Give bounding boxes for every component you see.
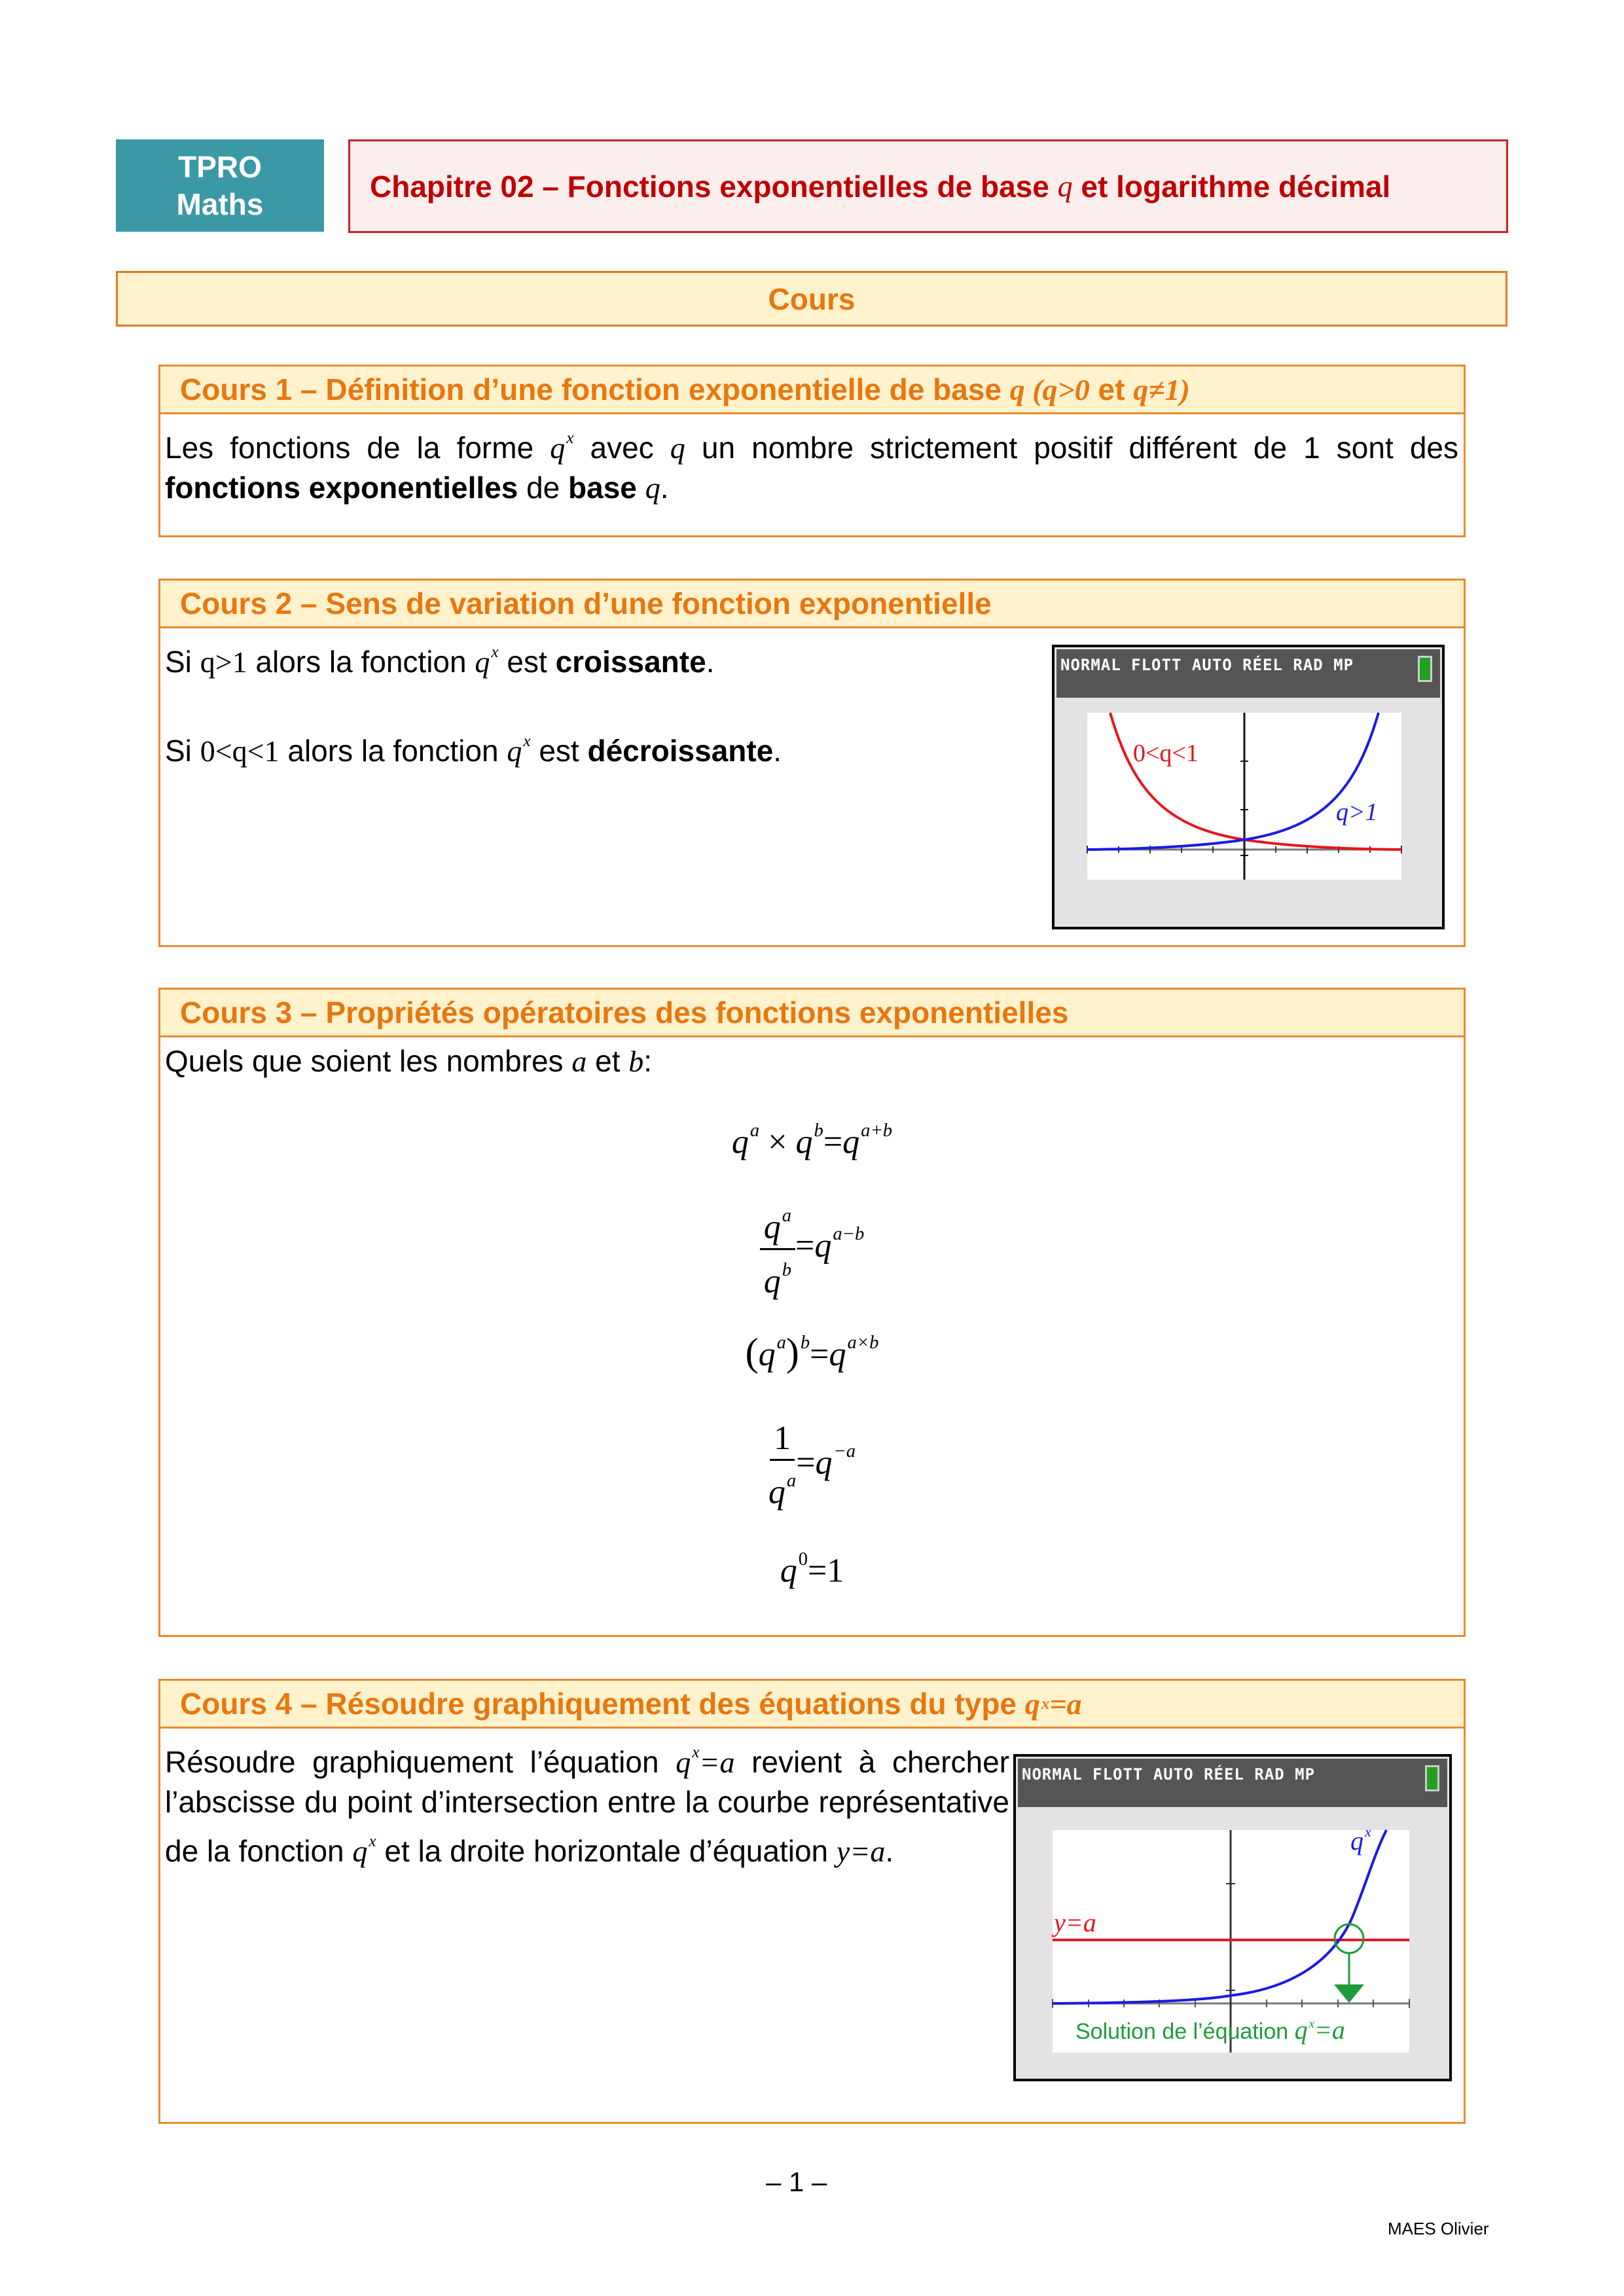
math: =a	[699, 1745, 735, 1779]
label-increasing: q>1	[1336, 798, 1378, 826]
body-text: .	[773, 733, 782, 768]
body-text: et	[586, 1044, 629, 1078]
bold-term: base	[568, 470, 637, 505]
exponent: x	[523, 731, 531, 750]
body-text: de	[518, 470, 569, 505]
title-math: q (q>0	[1009, 372, 1090, 406]
body-text: et la droite horizontale d’équation	[376, 1833, 837, 1868]
body-text: .	[706, 644, 715, 679]
battery-icon	[1425, 1765, 1439, 1791]
bold-term: croissante	[555, 644, 706, 679]
body-text: Les fonctions de la forme	[165, 430, 550, 465]
math: q	[550, 431, 566, 465]
formula-product: $q^a \times q^b=q^{a+b}$	[731, 1121, 893, 1161]
exponent: x	[491, 643, 499, 661]
course-badge	[116, 139, 324, 232]
exponent: x	[566, 429, 574, 447]
calculator-screen-variation	[1052, 645, 1445, 929]
chapter-title	[348, 139, 1508, 233]
body-text: Si	[165, 733, 200, 768]
label-curve: $q^x$	[1350, 1823, 1371, 1856]
math: q	[676, 1745, 691, 1779]
section-body	[160, 414, 1464, 508]
body-text: alors la fonction	[279, 733, 507, 768]
exponent: x	[1041, 1694, 1050, 1713]
title-math: =a	[1049, 1687, 1082, 1721]
chapter-title-var: q	[1057, 170, 1073, 203]
title-text: Cours 3 – Propriétés opératoires des fonctions exponentielles	[180, 996, 1069, 1030]
section-title	[160, 581, 1464, 628]
formula-inverse: $\frac{1}{q^a}$ $=q^{-a}$	[768, 1420, 856, 1511]
status-text: NORMAL FLOTT AUTO RÉEL RAD MP	[1060, 656, 1354, 674]
section-body	[160, 1729, 1015, 1871]
section-title	[160, 1681, 1464, 1729]
graph-plot	[1087, 713, 1401, 880]
title-text: et	[1089, 372, 1134, 406]
math: q	[670, 431, 685, 465]
author-credit: MAES Olivier	[1388, 2219, 1489, 2238]
solution-label: Solution de l’équation q $^x$=a	[1075, 2015, 1345, 2045]
section-body	[160, 1037, 1464, 1081]
bold-term: décroissante	[587, 733, 774, 768]
body-text: un nombre strictement positif différent de 1 sont des	[685, 430, 1458, 465]
body-text: revient à chercher l’abscisse du point d’intersection entre la courbe représentative de la fonction	[165, 1744, 1009, 1868]
cours-banner	[116, 271, 1507, 327]
math: q	[475, 645, 490, 679]
chapter-title-text: Chapitre 02 – Fonctions exponentielles de base	[370, 169, 1058, 204]
math: a	[571, 1045, 587, 1078]
label-line: y=a	[1054, 1908, 1096, 1937]
title-math: q≠1)	[1133, 372, 1190, 406]
math: q>1	[200, 645, 247, 679]
graph-plot	[1053, 1823, 1409, 2053]
body-text: Résoudre graphiquement l’équation	[165, 1744, 676, 1779]
section-cours-1	[158, 365, 1466, 537]
calculator-status-bar	[1056, 649, 1440, 698]
math: b	[628, 1045, 644, 1078]
math: q	[352, 1834, 368, 1868]
battery-icon	[1418, 656, 1432, 682]
body-text: Si	[165, 644, 200, 679]
title-math: q	[1024, 1687, 1040, 1721]
chapter-title-text-end: et logarithme décimal	[1072, 169, 1391, 204]
graph-svg	[1087, 713, 1401, 880]
banner-label: Cours	[768, 281, 856, 316]
section-title	[160, 990, 1464, 1037]
exponent: x	[369, 1831, 376, 1850]
section-cours-3	[158, 988, 1466, 1637]
formula-zero: $q^0=1$	[780, 1549, 844, 1590]
title-text: Cours 1 – Définition d’une fonction exponentielle de base	[180, 372, 1010, 406]
body-text: Quels que soient les nombres	[165, 1044, 572, 1078]
status-text: NORMAL FLOTT AUTO RÉEL RAD MP	[1022, 1765, 1316, 1784]
bold-term: fonctions exponentielles	[165, 470, 518, 505]
body-text	[637, 471, 645, 505]
exponent: x	[692, 1743, 700, 1761]
badge-line-2: Maths	[176, 187, 264, 221]
math: q	[645, 471, 660, 505]
body-text: .	[660, 470, 669, 505]
math: y=a	[836, 1834, 886, 1868]
body-text: avec	[573, 430, 670, 465]
math: 0<q<1	[200, 734, 280, 768]
calculator-status-bar	[1018, 1759, 1447, 1807]
body-text: .	[885, 1833, 894, 1868]
formula-quotient: $\frac{q^a}{q^b}$ $=q^{a-b}$	[160, 1196, 1464, 1302]
title-text: Cours 4 – Résoudre graphiquement des équations du type	[180, 1687, 1025, 1721]
formula-power: $(q^a)^b=q^{a\times b}$	[745, 1331, 879, 1374]
body-text: est	[530, 733, 588, 768]
label-decreasing: 0<q<1	[1133, 740, 1199, 767]
calculator-screen-equation	[1013, 1754, 1452, 2081]
body-text: alors la fonction	[247, 644, 475, 679]
page-number: – 1 –	[766, 2166, 827, 2197]
section-title	[160, 367, 1464, 414]
badge-line-1: TPRO	[178, 149, 262, 184]
body-text: est	[498, 644, 556, 679]
body-text: :	[643, 1044, 653, 1078]
title-text: Cours 2 – Sens de variation d’une fonction exponentielle	[180, 586, 992, 620]
math: q	[507, 734, 522, 768]
